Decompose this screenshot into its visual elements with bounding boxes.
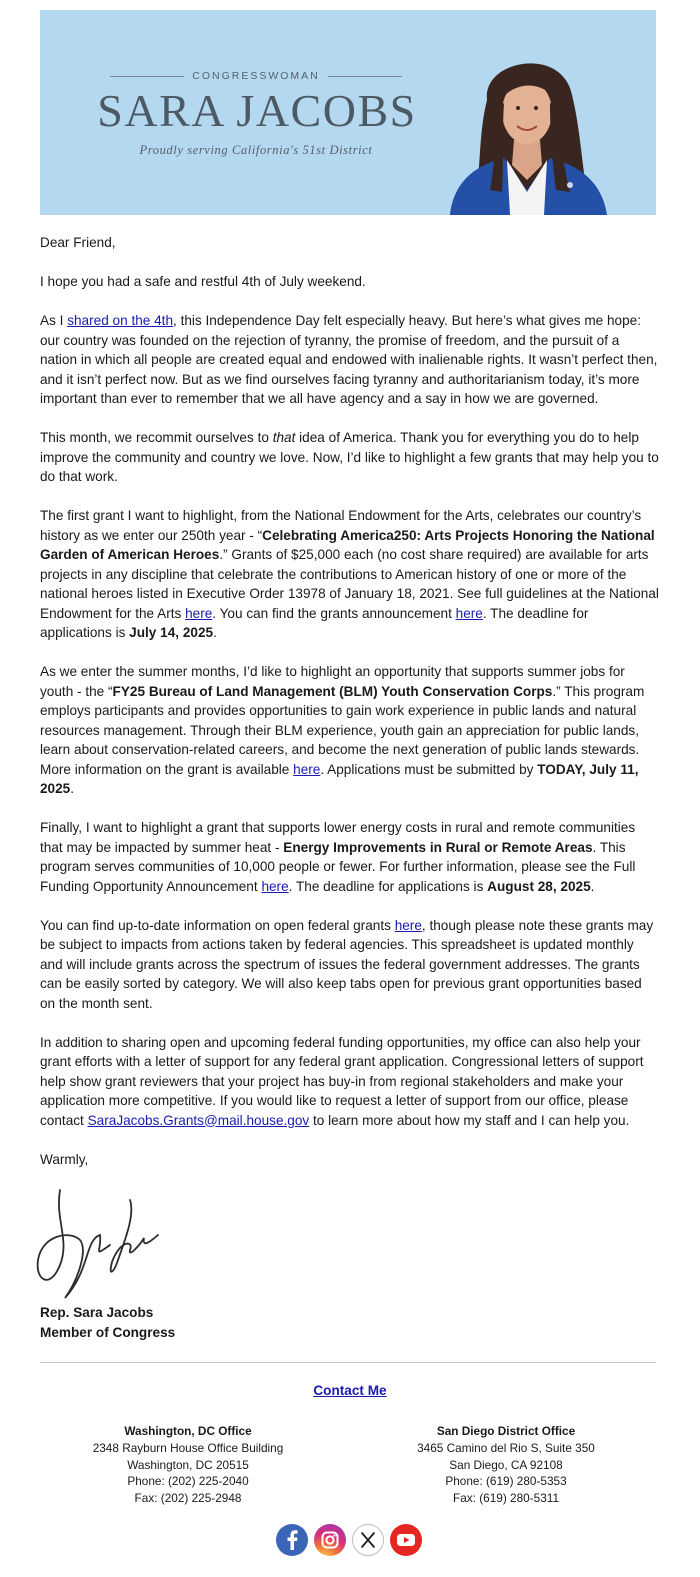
blm-grant-link[interactable]: here [293,761,321,777]
p6-text-d: . The deadline for applications is [288,878,488,894]
p3-text-b: idea of America. Thank you for everything you do to help improve the community and country we love. Now, I’d like to highlight a few grants that may help you to do that work. [40,430,659,484]
p7-text-b: , though please note these grants may be subject to impacts from actions taken by federal agencies. This spreadsheet is updated monthly and will include grants across the spectrum of issues the federal government addresses. The grants can be easily sorted by category. We will also keep tabs open for previous grant opportunities based on the month sent. [40,917,654,1011]
paragraph-2 [40,311,660,409]
office-address-line-1: 2348 Rayburn House Office Building [92,1440,284,1455]
paragraph-7 [40,916,660,1014]
office-address-line-2: Washington, DC 20515 [127,1457,249,1472]
portrait-photo [432,40,622,215]
p3-text-a: This month, we recommit ourselves to [40,430,273,445]
p5-text-c: .” This program employs participants and provides opportunities to gain work experience in public lands and natural resources management. Through their BLM experience, youth gain an appreciation for public lands, learn about conservation-related careers, and become the next generation of public lands stewards. More information on the grant is available [40,683,645,777]
signer-name: Rep. Sara Jacobs [40,1305,154,1320]
paragraph-1: I hope you had a safe and restful 4th of July weekend. [40,274,366,289]
paragraph-5 [40,662,660,799]
banner-eyebrow-text: CONGRESSWOMAN [192,70,320,82]
eyebrow-rule-left [110,76,184,77]
p2-text-a: As I [40,313,68,328]
p6-text-e: . [590,878,595,894]
banner-eyebrow [96,70,416,82]
p3-emphasis: that [272,430,296,445]
paragraph-3 [40,428,660,487]
p6-grant-title: Energy Improvements in Rural or Remote Areas [283,839,593,855]
paragraph-4 [40,506,660,643]
p4-grant-title: Celebrating America250: Arts Projects Honoring the National Garden of American Heroes [40,527,655,562]
contact-me-link[interactable]: Contact Me [313,1383,387,1398]
office-phone: Phone: (619) 280-5353 [445,1474,567,1489]
p5-text-a: As we enter the summer months, I’d like to highlight an opportunity that supports summer jobs for youth - the “ [40,664,625,699]
signer-title: Member of Congress [40,1325,176,1340]
p4-deadline: July 14, 2025 [129,625,214,640]
instagram-icon[interactable] [314,1524,346,1556]
office-phone: Phone: (202) 225-2040 [127,1474,249,1489]
san-diego-office [376,1423,636,1507]
office-title: Washington, DC Office [124,1424,252,1438]
youtube-icon[interactable] [390,1524,422,1556]
closing: Warmly, [40,1151,89,1167]
footer-divider [40,1362,656,1363]
grants-email-link[interactable]: SaraJacobs.Grants@mail.house.gov [87,1112,310,1128]
p2-text-b: , this Independence Day felt especially heavy. But here’s what gives me hope: our country was founded on the rejection of tyranny, the promise of freedom, and the pursuit of a nation in which all people are created equal and endowed with inalienable rights. It wasn’t perfect then, and it isn’t perfect now. But as we find ourselves facing tyranny and authoritarianism today, it’s more important than ever to remember that we all have agency and a say in how we are governed. [40,313,658,406]
p5-text-e: . [70,781,75,796]
letter-body [40,233,660,1189]
open-grants-link[interactable]: here [394,917,422,933]
p8-text-a: In addition to sharing open and upcoming federal funding opportunities, my office can also help your grant efforts with a letter of support for any federal grant application. Congressional letters of support help show grant reviewers that your project has buy-in from regional stakeholders and make your application more competitive. If you would like to request a letter of support from our office, please contact [40,1034,644,1128]
office-address-line-2: San Diego, CA 92108 [449,1457,563,1472]
office-fax: Fax: (202) 225-2948 [134,1491,242,1506]
paragraph-8 [40,1033,660,1131]
p6-text-c: . This program serves communities of 10,000 people or fewer. For further information, please see the Full Funding Opportunity Announcement [40,839,636,894]
social-links [276,1524,422,1556]
banner-title: SARA JACOBS [97,85,417,136]
nea-guidelines-link[interactable]: here [185,605,213,621]
office-fax: Fax: (619) 280-5311 [452,1491,560,1506]
contact-section [0,1383,700,1398]
shared-on-the-4th-link[interactable]: shared on the 4th [67,313,174,328]
energy-grant-link[interactable]: here [261,878,289,894]
p5-deadline: TODAY, July 11, 2025 [40,761,639,796]
paragraph-6 [40,818,660,896]
p4-text-a: The first grant I want to highlight, from the National Endowment for the Arts, celebrates our country’s history as we enter our 250th year - “ [40,508,642,543]
p6-text-a: Finally, I want to highlight a grant that supports lower energy costs in rural and remote communities that may be impacted by summer heat - [40,820,636,855]
p7-text-a: You can find up-to-date information on open federal grants [40,917,395,933]
office-address-line-1: 3465 Camino del Rio S, Suite 350 [417,1440,595,1455]
p8-text-b: to learn more about how my staff and I can help you. [309,1112,630,1128]
signer-block [40,1303,175,1343]
p4-text-d: . You can find the grants announcement [212,605,456,621]
dc-office [58,1423,318,1507]
p5-text-d: . Applications must be submitted by [320,761,538,777]
eyebrow-rule-right [328,76,402,77]
header-banner [40,10,656,215]
p5-grant-title: FY25 Bureau of Land Management (BLM) Youth Conservation Corps [112,683,553,699]
banner-tagline: Proudly serving California's 51st District [139,143,373,157]
p4-text-c: .” Grants of $25,000 each (no cost share required) are available for arts projects in any discipline that celebrate the contributions to American history of one or more of the national heroes listed in Executive Order 13978 of January 18, 2021. See full guidelines at the National Endowment for the Arts [40,547,659,621]
x-icon[interactable] [352,1524,384,1556]
p4-text-f: . [213,625,217,640]
handwritten-signature [30,1180,170,1305]
facebook-icon[interactable] [276,1524,308,1556]
office-title: San Diego District Office [436,1424,576,1438]
greeting: Dear Friend, [40,235,116,250]
p4-text-e: . The deadline for applications is [40,605,589,640]
p6-deadline: August 28, 2025 [487,878,591,894]
nea-announcement-link[interactable]: here [455,605,483,621]
